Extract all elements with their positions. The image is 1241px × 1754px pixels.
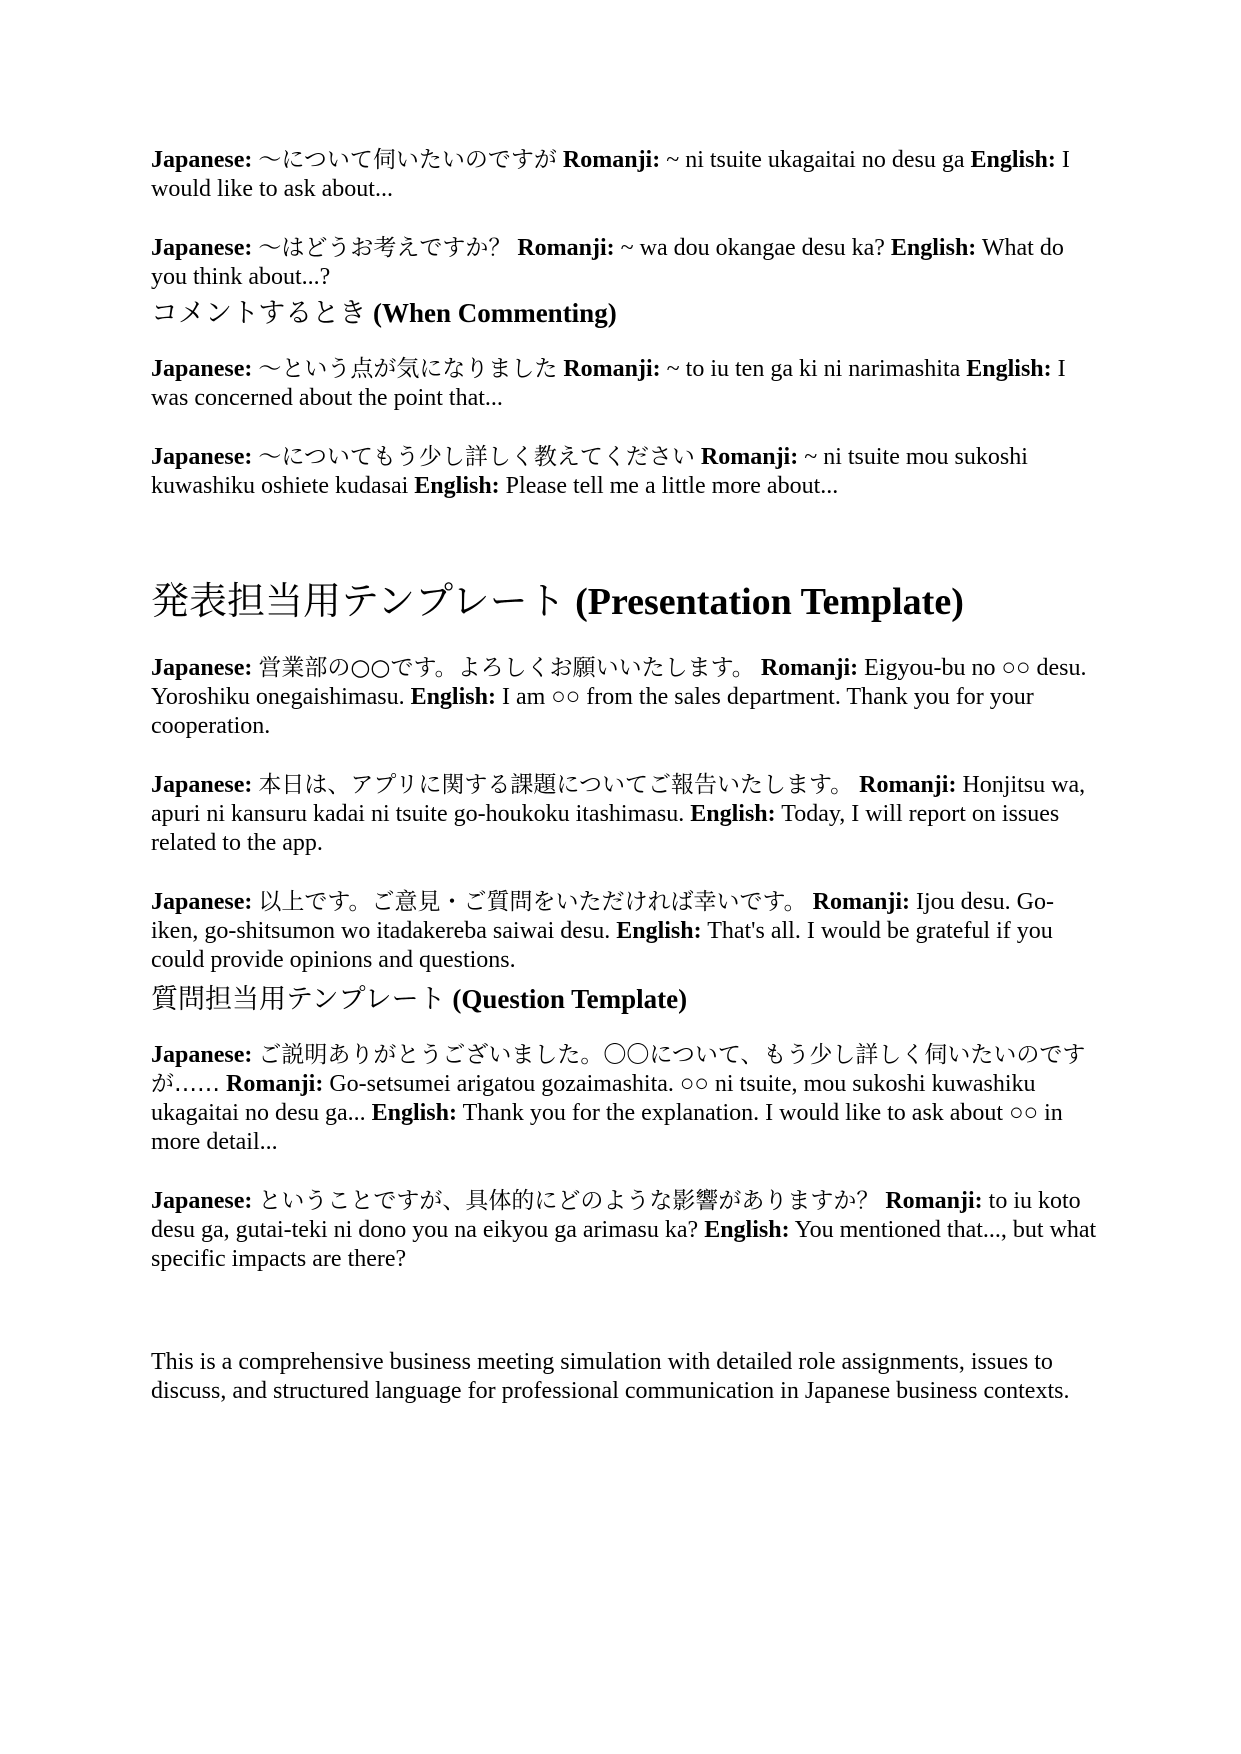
romanji-text: ~ ni tsuite ukagaitai no desu ga: [666, 147, 965, 173]
romanji-text: to iu koto desu ga, gutai-teki ni dono you na eikyou ga arimasu ka?: [151, 1188, 1081, 1243]
heading-english: (Question Template): [452, 984, 688, 1014]
japanese-text: 〜という点が気になりました: [258, 356, 558, 382]
romanji-label: Romanji:: [812, 889, 910, 915]
romanji-label: Romanji:: [859, 772, 957, 798]
english-text: I would like to ask about...: [151, 147, 1070, 202]
phrase-entry: [151, 1041, 1101, 1157]
romanji-text: ~ ni tsuite mou sukoshi kuwashiku oshiete kudasai: [151, 444, 1028, 499]
heading-japanese: 質問担当用テンプレート: [151, 984, 446, 1015]
japanese-label: Japanese:: [151, 889, 253, 915]
japanese-label: Japanese:: [151, 235, 253, 261]
english-text: You mentioned that..., but what specific impacts are there?: [151, 1217, 1097, 1272]
presentation-section: [151, 654, 1101, 975]
english-text: Please tell me a little more about...: [505, 473, 839, 499]
english-label: English:: [410, 684, 496, 710]
romanji-text: ~ to iu ten ga ki ni narimashita: [666, 356, 961, 382]
japanese-label: Japanese:: [151, 444, 253, 470]
heading-english: (When Commenting): [372, 298, 617, 328]
heading-english: (Presentation Template): [575, 581, 964, 623]
phrase-entry: [151, 1187, 1101, 1274]
japanese-text: 以上です。ご意見・ご質問をいただければ幸いです。: [258, 889, 807, 915]
heading-japanese: 発表担当用テンプレート: [151, 579, 566, 623]
english-text: I was concerned about the point that...: [151, 356, 1066, 411]
romanji-label: Romanji:: [563, 356, 661, 382]
japanese-text: 営業部の○○です。よろしくお願いいたします。: [258, 655, 755, 681]
english-label: English:: [966, 356, 1052, 382]
english-text: That's all. I would be grateful if you could provide opinions and questions.: [151, 918, 1053, 973]
heading-japanese: コメントするとき: [151, 298, 367, 329]
romanji-label: Romanji:: [562, 147, 661, 173]
phrase-entry: [151, 234, 1101, 292]
romanji-label: Romanji:: [885, 1188, 983, 1214]
japanese-label: Japanese:: [151, 772, 253, 798]
question-section: [151, 1041, 1101, 1274]
romanji-label: Romanji:: [517, 235, 615, 261]
section-heading-presentation: [151, 578, 1101, 625]
romanji-text: Eigyou-bu no ○○ desu. Yoroshiku onegaishimasu.: [151, 655, 1087, 710]
english-label: English:: [970, 147, 1056, 173]
romanji-text: ~ wa dou okangae desu ka?: [620, 235, 885, 261]
japanese-label: Japanese:: [151, 1042, 253, 1068]
phrase-entry: [151, 146, 1101, 204]
commenting-section: [151, 355, 1101, 501]
japanese-text: 〜はどうお考えですか？: [258, 235, 512, 261]
japanese-label: Japanese:: [151, 1188, 253, 1214]
phrase-entry: [151, 443, 1101, 501]
japanese-text: ということですが、具体的にどのような影響がありますか？: [258, 1188, 880, 1214]
english-text: What do you think about...?: [151, 235, 1064, 290]
english-label: English:: [371, 1100, 457, 1126]
japanese-label: Japanese:: [151, 655, 253, 681]
section-heading-commenting: [151, 296, 1101, 331]
english-label: English:: [690, 801, 776, 827]
english-label: English:: [890, 235, 977, 261]
phrase-entry: [151, 888, 1101, 975]
english-text: Thank you for the explanation. I would like to ask about ○○ in more detail...: [151, 1100, 1063, 1155]
japanese-text: 〜についてもう少し詳しく教えてください: [258, 444, 695, 470]
english-text: I am ○○ from the sales department. Thank you for your cooperation.: [151, 684, 1034, 739]
intro-section: [151, 146, 1101, 292]
phrase-entry: [151, 771, 1101, 858]
closing-paragraph: This is a comprehensive business meeting simulation with detailed role assignments, issues to discuss, and structured language for professional communication in Japanese business contexts.: [151, 1349, 1070, 1404]
romanji-label: Romanji:: [226, 1071, 324, 1097]
english-text: Today, I will report on issues related to the app.: [151, 801, 1060, 856]
romanji-text: Go-setsumei arigatou gozaimashita. ○○ ni tsuite, mou sukoshi kuwashiku ukagaitai no desu ga...: [151, 1071, 1036, 1126]
japanese-text: ご説明ありがとうございました。〇〇について、もう少し詳しく伺いたいのですが……: [151, 1042, 1086, 1097]
section-heading-question: [151, 982, 1101, 1017]
english-label: English:: [704, 1217, 790, 1243]
japanese-label: Japanese:: [151, 147, 253, 173]
japanese-text: 本日は、アプリに関する課題についてご報告いたします。: [258, 772, 854, 798]
romanji-text: Ijou desu. Go-iken, go-shitsumon wo itadakereba saiwai desu.: [151, 889, 1054, 944]
english-label: English:: [616, 918, 702, 944]
japanese-text: 〜について伺いたいのですが: [258, 147, 557, 173]
phrase-entry: [151, 654, 1101, 741]
romanji-text: Honjitsu wa, apuri ni kansuru kadai ni tsuite go-houkoku itashimasu.: [151, 772, 1086, 827]
romanji-label: Romanji:: [700, 444, 799, 470]
romanji-label: Romanji:: [760, 655, 859, 681]
english-label: English:: [414, 473, 500, 499]
phrase-entry: [151, 355, 1101, 413]
japanese-label: Japanese:: [151, 356, 253, 382]
